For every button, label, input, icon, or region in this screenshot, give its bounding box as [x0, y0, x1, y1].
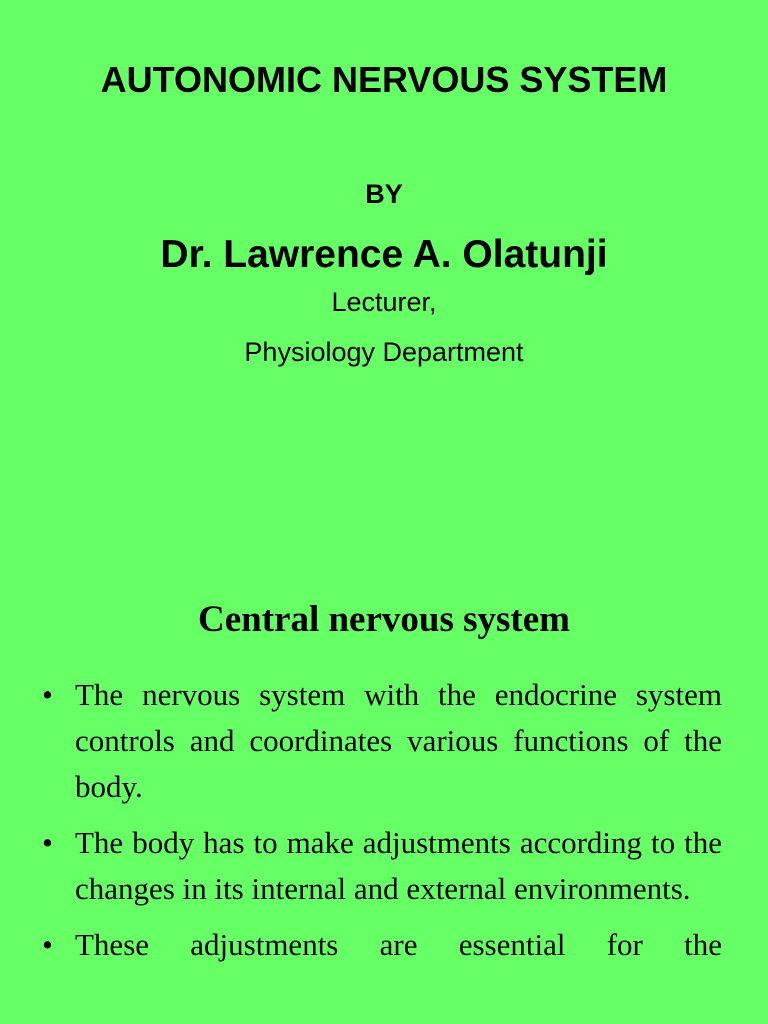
bullet-item	[42, 922, 722, 968]
bullet-item	[42, 820, 722, 912]
slide-title: AUTONOMIC NERVOUS SYSTEM	[100, 59, 668, 100]
by-label: BY	[365, 179, 403, 209]
bullet-list	[42, 672, 722, 978]
bullet-text: These adjustments are essential for the	[75, 927, 722, 962]
author-role: Lecturer,	[331, 287, 437, 317]
content-slide	[0, 560, 768, 1024]
bullet-text: The nervous system with the endocrine system controls and coordinates various functions of the body.	[75, 677, 722, 804]
slide-heading: Central nervous system	[197, 599, 570, 640]
author-name: Dr. Lawrence A. Olatunji	[160, 233, 608, 276]
author-department: Physiology Department	[244, 337, 524, 367]
bullet-icon: •	[42, 927, 53, 962]
bullet-icon: •	[42, 825, 53, 860]
bullet-item	[42, 672, 722, 810]
bullet-text: The body has to make adjustments according to the changes in its internal and external environments.	[75, 825, 722, 906]
bullet-icon: •	[42, 677, 53, 712]
